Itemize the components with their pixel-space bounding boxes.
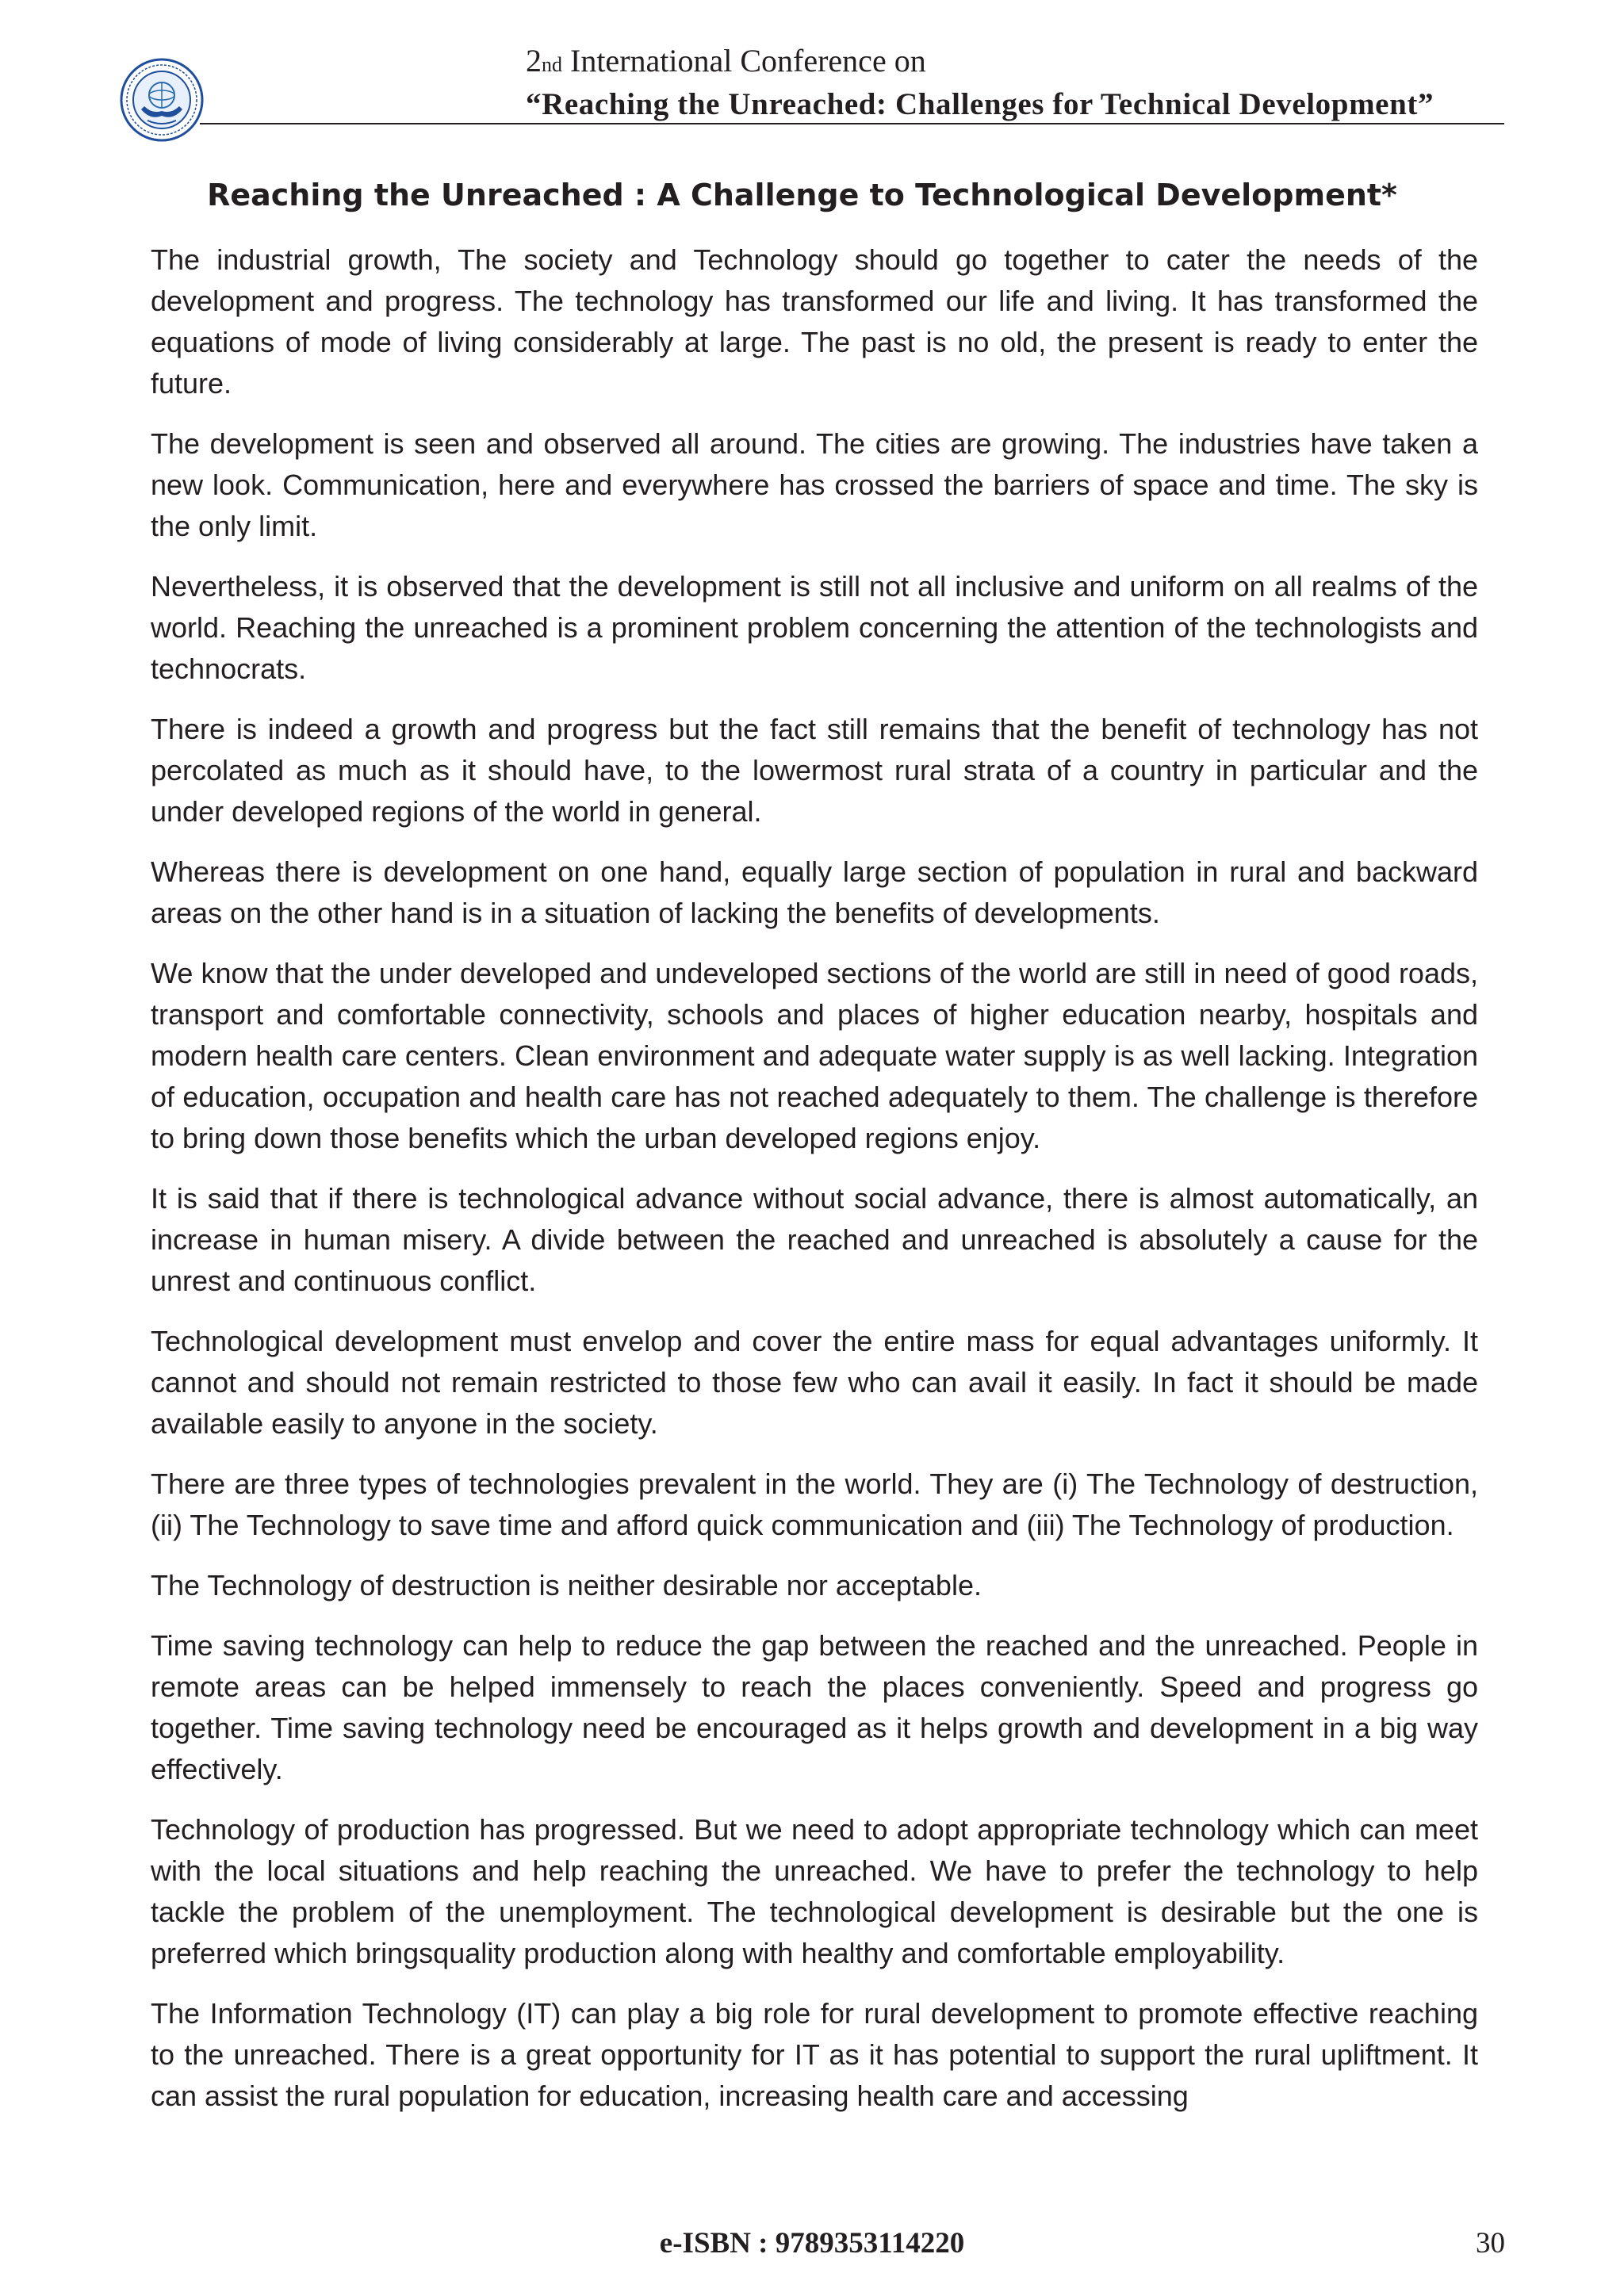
ordinal-number: 2 [526, 43, 542, 78]
conference-name-rest: International Conference on [562, 43, 926, 78]
conference-header [526, 41, 1509, 124]
paragraph: The development is seen and observed all around. The cities are growing. The industries have taken a new look. Communication, here and everywhere has crossed the barriers of space and time. The sky is the only limit. [151, 427, 1478, 542]
article-body [151, 239, 1478, 2136]
paragraph: It is said that if there is technological advance without social advance, there is almost automatically, an increase in human misery. A divide between the reached and unreached is absolutely a cause for the unrest and continuous conflict. [151, 1182, 1478, 1297]
header-divider [200, 123, 1504, 124]
page-number: 30 [1476, 2227, 1505, 2260]
paragraph: Time saving technology can help to reduce the gap between the reached and the unreached. People in remote areas can be helped immensely to reach the places conveniently. Speed and progress go together. Time saving technology need be encouraged as it helps growth and development in a big way effectively. [151, 1629, 1478, 1785]
paragraph: Whereas there is development on one hand, equally large section of population in rural and backward areas on the other hand is in a situation of lacking the benefits of developments. [151, 855, 1478, 929]
paragraph: There are three types of technologies prevalent in the world. They are (i) The Technology of destruction, (ii) The Technology to save time and afford quick communication and (iii) The Technology of production. [151, 1468, 1478, 1541]
conference-emblem-icon [119, 57, 205, 143]
isbn: e-ISBN : 9789353114220 [659, 2227, 965, 2260]
paragraph: Technological development must envelop and cover the entire mass for equal advantages uniformly. It cannot and should not remain restricted to those few who can avail it easily. In fact it should be made available easily to anyone in the society. [151, 1325, 1478, 1440]
paragraph: We know that the under developed and undeveloped sections of the world are still in need of good roads, transport and comfortable connectivity, schools and places of higher education nearby, hospitals and modern health care centers. Clean environment and adequate water supply is as well lacking. Integration of education, occupation and health care has not reached adequately to them. The challenge is therefore to bring down those benefits which the urban developed regions enjoy. [151, 957, 1478, 1154]
paragraph: Technology of production has progressed. But we need to adopt appropriate technology which can meet with the local situations and help reaching the unreached. We have to prefer the technology to help tackle the problem of the unemployment. The technological development is desirable but the one is preferred which bringsquality production along with healthy and comfortable employability. [151, 1813, 1478, 1969]
paragraph: Nevertheless, it is observed that the development is still not all inclusive and uniform on all realms of the world. Reaching the unreached is a prominent problem concerning the attention of the technologists and technocrats. [151, 570, 1478, 685]
ordinal-suffix: nd [542, 53, 562, 76]
paragraph: The Information Technology (IT) can play a big role for rural development to promote effective reaching to the unreached. There is a great opportunity for IT as it has potential to support the rural upliftment. It can assist the rural population for education, increasing health care and accessing [151, 1997, 1478, 2112]
paragraph: There is indeed a growth and progress but the fact still remains that the benefit of technology has not percolated as much as it should have, to the lowermost rural strata of a country in particular and the under developed regions of the world in general. [151, 713, 1478, 828]
conference-theme: “Reaching the Unreached: Challenges for Technical Development” [526, 87, 1434, 121]
paragraph: The Technology of destruction is neither desirable nor acceptable. [151, 1569, 982, 1601]
conference-name [526, 41, 1509, 85]
article-title: Reaching the Unreached : A Challenge to Technological Development* [207, 178, 1397, 212]
paragraph: The industrial growth, The society and Technology should go together to cater the needs of the development and progress. The technology has transformed our life and living. It has transformed the equations of mode of living considerably at large. The past is no old, the present is ready to enter the future. [151, 243, 1478, 400]
